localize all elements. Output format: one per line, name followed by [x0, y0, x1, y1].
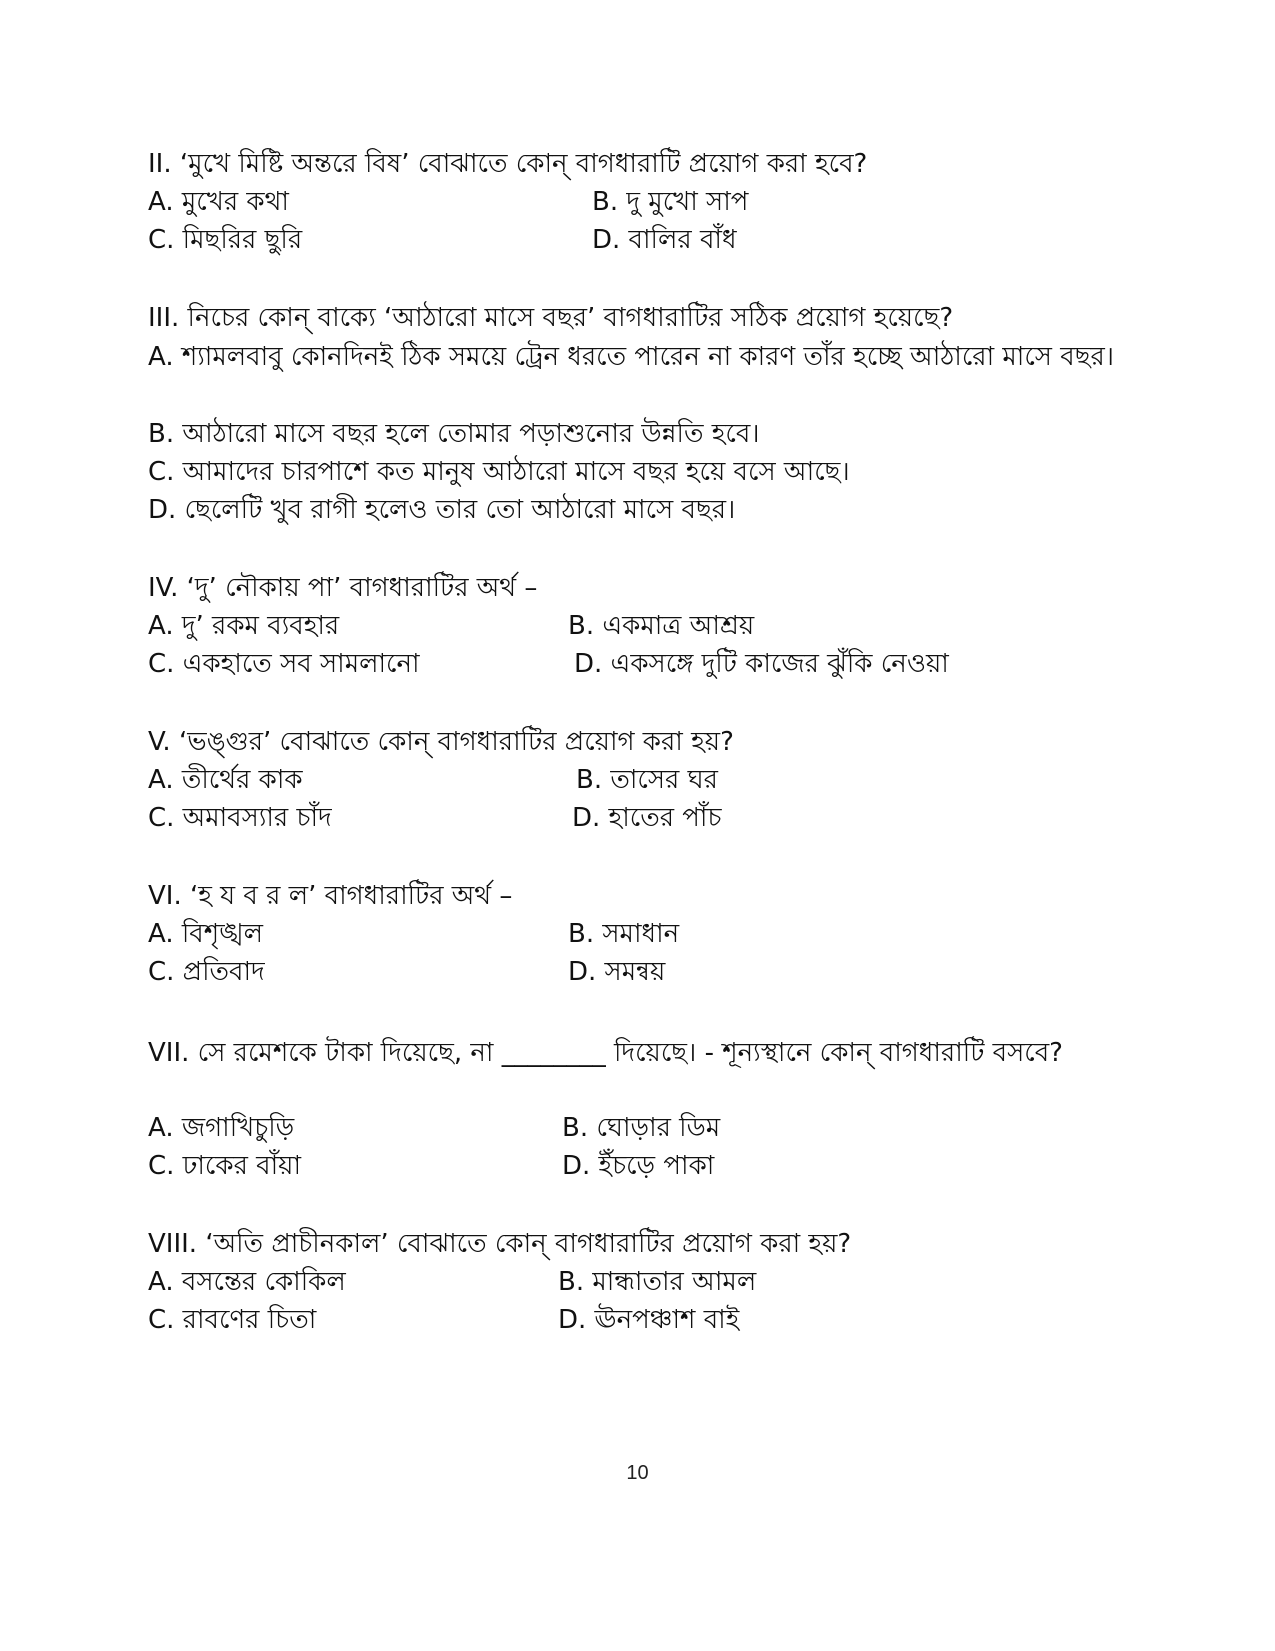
option-c: C. রাবণের চিতা	[148, 1305, 317, 1335]
question-text: VIII. ‘অতি প্রাচীনকাল’ বোঝাতে কোন্ বাগধারাটির প্রয়োগ করা হয়?	[148, 1229, 852, 1259]
question-text: III. নিচের কোন্ বাক্যে ‘আঠারো মাসে বছর’ বাগধারাটির সঠিক প্রয়োগ হয়েছে?	[148, 303, 954, 333]
option-d: D. ইঁচড়ে পাকা	[562, 1151, 715, 1181]
option-c: C. আমাদের চারপাশে কত মানুষ আঠারো মাসে বছর হয়ে বসে আছে।	[148, 457, 850, 487]
option-b: B. দু মুখো সাপ	[592, 187, 749, 217]
question-text: VI. ‘হ য ব র ল’ বাগধারাটির অর্থ –	[148, 881, 513, 911]
option-d: D. হাতের পাঁচ	[572, 803, 722, 833]
option-a: A. বিশৃঙ্খল	[148, 919, 264, 949]
option-c: C. মিছরির ছুরি	[148, 225, 303, 255]
option-c: C. প্রতিবাদ	[148, 957, 265, 987]
option-d: D. ঊনপঞ্চাশ বাই	[558, 1305, 740, 1335]
option-b: B. মান্ধাতার আমল	[558, 1267, 757, 1297]
option-d: D. বালির বাঁধ	[592, 225, 737, 255]
page-number: 10	[626, 1462, 649, 1484]
option-d: D. একসঙ্গে দুটি কাজের ঝুঁকি নেওয়া	[574, 649, 949, 679]
option-a: A. দু’ রকম ব্যবহার	[148, 611, 340, 641]
question-text: IV. ‘দু’ নৌকায় পা’ বাগধারাটির অর্থ –	[148, 573, 538, 603]
option-d: D. ছেলেটি খুব রাগী হলেও তার তো আঠারো মাসে বছর।	[148, 495, 736, 525]
question-text: II. ‘মুখে মিষ্টি অন্তরে বিষ’ বোঝাতে কোন্ বাগধারাটি প্রয়োগ করা হবে?	[148, 149, 868, 179]
option-a: A. বসন্তের কোকিল	[148, 1267, 346, 1297]
option-c: C. ঢাকের বাঁয়া	[148, 1151, 302, 1181]
option-b: B. তাসের ঘর	[576, 765, 718, 795]
option-b: B. সমাধান	[568, 919, 680, 949]
option-b: B. আঠারো মাসে বছর হলে তোমার পড়াশুনোর উন্নতি হবে।	[148, 419, 760, 449]
option-d: D. সমন্বয়	[568, 957, 666, 987]
option-b: B. ঘোড়ার ডিম	[562, 1113, 721, 1143]
option-a: A. জগাখিচুড়ি	[148, 1113, 295, 1143]
option-c: C. অমাবস্যার চাঁদ	[148, 803, 332, 833]
option-b: B. একমাত্র আশ্রয়	[568, 611, 755, 641]
question-text: VII. সে রমেশকে টাকা দিয়েছে, না ________ দিয়েছে। - শূন্যস্থানে কোন্ বাগধারাটি বসবে?	[148, 1038, 1063, 1068]
option-a: A. শ্যামলবাবু কোনদিনই ঠিক সময়ে ট্রেন ধরতে পারেন না কারণ তাঁর হচ্ছে আঠারো মাসে বছর।	[148, 342, 1115, 372]
question-text: V. ‘ভঙ্গুর’ বোঝাতে কোন্ বাগধারাটির প্রয়োগ করা হয়?	[148, 727, 734, 757]
option-a: A. তীর্থের কাক	[148, 765, 303, 795]
option-a: A. মুখের কথা	[148, 187, 289, 217]
option-c: C. একহাতে সব সামলানো	[148, 649, 420, 679]
